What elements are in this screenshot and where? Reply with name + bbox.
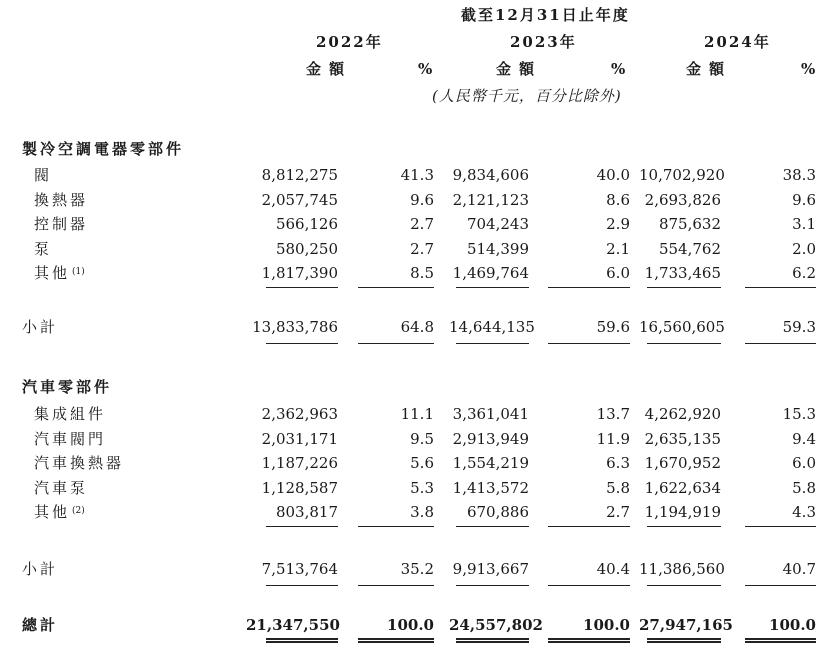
table-row-amount-2023: 2,121,123 bbox=[452, 191, 529, 209]
footnote-marker: (1) bbox=[72, 267, 85, 277]
subtotal-row-percent-2023: 40.4 bbox=[596, 560, 630, 578]
table-row-percent-2022: 41.3 bbox=[400, 166, 434, 184]
table-row-percent-2024: 2.0 bbox=[792, 240, 816, 258]
year-2022-header: 2022年 bbox=[316, 33, 383, 51]
table-row-percent-2023: 6.0 bbox=[606, 264, 630, 282]
table-row-percent-2023: 11.9 bbox=[596, 430, 630, 448]
underline bbox=[358, 343, 434, 344]
table-row-percent-2022: 2.7 bbox=[410, 215, 434, 233]
table-row-amount-2024: 1,194,919 bbox=[644, 503, 721, 521]
table-row-amount-2024: 2,693,826 bbox=[644, 191, 721, 209]
row-label: 汽車閥門 bbox=[34, 430, 107, 448]
table-row-amount-2023: 1,469,764 bbox=[452, 264, 529, 282]
table-row-amount-2024: 4,262,920 bbox=[644, 405, 721, 423]
underline bbox=[647, 526, 721, 527]
total-row-percent-2024: 100.0 bbox=[769, 616, 816, 634]
subtotal-row-percent-2024: 40.7 bbox=[782, 560, 816, 578]
table-row-percent-2024: 3.1 bbox=[792, 215, 816, 233]
total-row-percent-2022: 100.0 bbox=[387, 616, 434, 634]
table-row-amount-2023: 1,413,572 bbox=[452, 479, 529, 497]
underline bbox=[647, 585, 721, 586]
subtotal-row-percent-2024: 59.3 bbox=[782, 318, 816, 336]
table-row-amount-2023: 514,399 bbox=[466, 240, 529, 258]
underline bbox=[745, 343, 816, 344]
underline bbox=[266, 287, 338, 288]
underline bbox=[548, 287, 630, 288]
table-row-percent-2022: 3.8 bbox=[410, 503, 434, 521]
underline bbox=[548, 343, 630, 344]
unit-note: (人民幣千元，百分比除外) bbox=[432, 87, 622, 105]
table-row-amount-2024: 1,733,465 bbox=[644, 264, 721, 282]
table-row-amount-2022: 1,128,587 bbox=[261, 479, 338, 497]
table-row-amount-2022: 1,187,226 bbox=[261, 454, 338, 472]
row-label: 汽車泵 bbox=[34, 479, 89, 497]
subtotal-row-amount-2022: 7,513,764 bbox=[261, 560, 338, 578]
row-label: 閥 bbox=[34, 166, 53, 184]
total-label: 總計 bbox=[22, 616, 59, 634]
underline bbox=[266, 585, 338, 586]
table-row-percent-2023: 2.7 bbox=[606, 503, 630, 521]
year-2023-header: 2023年 bbox=[510, 33, 577, 51]
table-row-percent-2022: 11.1 bbox=[400, 405, 434, 423]
underline bbox=[266, 526, 338, 527]
percent-header-2023: % bbox=[611, 60, 628, 78]
subtotal-row-amount-2023: 14,644,135 bbox=[449, 318, 535, 336]
underline bbox=[548, 585, 630, 586]
table-row-amount-2022: 566,126 bbox=[275, 215, 338, 233]
table-row-amount-2022: 2,057,745 bbox=[261, 191, 338, 209]
underline bbox=[647, 343, 721, 344]
double-underline bbox=[456, 638, 529, 643]
amount-header-2023: 金額 bbox=[496, 60, 543, 78]
table-row-amount-2022: 2,031,171 bbox=[261, 430, 338, 448]
table-row-percent-2022: 9.6 bbox=[410, 191, 434, 209]
row-label: 其他 $^{(1)}$ bbox=[34, 264, 85, 282]
total-row-amount-2023: 24,557,802 bbox=[449, 616, 543, 634]
underline bbox=[548, 526, 630, 527]
subtotal-row-amount-2022: 13,833,786 bbox=[252, 318, 338, 336]
underline bbox=[456, 526, 529, 527]
table-row-amount-2022: 8,812,275 bbox=[261, 166, 338, 184]
underline bbox=[358, 585, 434, 586]
table-row-percent-2024: 5.8 bbox=[792, 479, 816, 497]
table-row-amount-2024: 10,702,920 bbox=[639, 166, 725, 184]
subtotal-row-percent-2022: 64.8 bbox=[400, 318, 434, 336]
table-row-amount-2023: 9,834,606 bbox=[452, 166, 529, 184]
underline bbox=[745, 585, 816, 586]
section-title: 汽車零部件 bbox=[22, 378, 113, 396]
underline bbox=[358, 526, 434, 527]
table-row-percent-2023: 2.9 bbox=[606, 215, 630, 233]
table-row-percent-2024: 4.3 bbox=[792, 503, 816, 521]
table-row-percent-2023: 6.3 bbox=[606, 454, 630, 472]
table-row-amount-2023: 670,886 bbox=[466, 503, 529, 521]
table-row-percent-2023: 2.1 bbox=[606, 240, 630, 258]
table-row-percent-2022: 8.5 bbox=[410, 264, 434, 282]
underline bbox=[745, 526, 816, 527]
table-row-amount-2024: 1,622,634 bbox=[644, 479, 721, 497]
total-row-amount-2022: 21,347,550 bbox=[246, 616, 340, 634]
total-row-percent-2023: 100.0 bbox=[583, 616, 630, 634]
table-row-amount-2024: 2,635,135 bbox=[644, 430, 721, 448]
row-label: 汽車換熱器 bbox=[34, 454, 125, 472]
amount-header-2022: 金額 bbox=[306, 60, 353, 78]
row-label: 其他 $^{(2)}$ bbox=[34, 503, 85, 521]
table-row-percent-2024: 38.3 bbox=[782, 166, 816, 184]
table-row-amount-2023: 704,243 bbox=[466, 215, 529, 233]
table-row-amount-2023: 1,554,219 bbox=[452, 454, 529, 472]
table-row-amount-2024: 1,670,952 bbox=[644, 454, 721, 472]
table-row-percent-2022: 2.7 bbox=[410, 240, 434, 258]
percent-header-2022: % bbox=[418, 60, 435, 78]
table-row-percent-2024: 9.6 bbox=[792, 191, 816, 209]
subtotal-row-amount-2023: 9,913,667 bbox=[452, 560, 529, 578]
percent-header-2024: % bbox=[801, 60, 818, 78]
table-row-percent-2023: 13.7 bbox=[596, 405, 630, 423]
subtotal-label: 小計 bbox=[22, 560, 59, 578]
table-row-amount-2024: 875,632 bbox=[658, 215, 721, 233]
table-row-percent-2024: 15.3 bbox=[782, 405, 816, 423]
table-row-percent-2022: 9.5 bbox=[410, 430, 434, 448]
subtotal-label: 小計 bbox=[22, 318, 59, 336]
underline bbox=[647, 287, 721, 288]
subtotal-row-percent-2023: 59.6 bbox=[596, 318, 630, 336]
underline bbox=[358, 287, 434, 288]
table-row-amount-2022: 2,362,963 bbox=[261, 405, 338, 423]
table-row-amount-2022: 1,817,390 bbox=[261, 264, 338, 282]
double-underline bbox=[647, 638, 721, 643]
table-row-amount-2022: 580,250 bbox=[275, 240, 338, 258]
underline bbox=[456, 343, 529, 344]
table-row-percent-2022: 5.3 bbox=[410, 479, 434, 497]
row-label: 泵 bbox=[34, 240, 53, 258]
table-row-percent-2024: 9.4 bbox=[792, 430, 816, 448]
double-underline bbox=[358, 638, 434, 643]
double-underline bbox=[266, 638, 338, 643]
underline bbox=[456, 287, 529, 288]
table-row-amount-2023: 2,913,949 bbox=[452, 430, 529, 448]
table-row-percent-2024: 6.0 bbox=[792, 454, 816, 472]
double-underline bbox=[548, 638, 630, 643]
table-row-percent-2022: 5.6 bbox=[410, 454, 434, 472]
row-label: 換熱器 bbox=[34, 191, 89, 209]
footnote-marker: (2) bbox=[72, 506, 85, 516]
subtotal-row-amount-2024: 16,560,605 bbox=[639, 318, 725, 336]
underline bbox=[266, 343, 338, 344]
subtotal-row-percent-2022: 35.2 bbox=[400, 560, 434, 578]
underline bbox=[456, 585, 529, 586]
amount-header-2024: 金額 bbox=[686, 60, 733, 78]
table-row-amount-2023: 3,361,041 bbox=[452, 405, 529, 423]
total-row-amount-2024: 27,947,165 bbox=[639, 616, 733, 634]
period-header: 截至12月31日止年度 bbox=[461, 6, 630, 24]
section-title: 製冷空調電器零部件 bbox=[22, 140, 185, 158]
subtotal-row-amount-2024: 11,386,560 bbox=[639, 560, 725, 578]
underline bbox=[745, 287, 816, 288]
table-row-percent-2023: 5.8 bbox=[606, 479, 630, 497]
double-underline bbox=[745, 638, 816, 643]
row-label: 控制器 bbox=[34, 215, 89, 233]
table-row-percent-2024: 6.2 bbox=[792, 264, 816, 282]
table-row-percent-2023: 40.0 bbox=[596, 166, 630, 184]
year-2024-header: 2024年 bbox=[704, 33, 771, 51]
row-label: 集成組件 bbox=[34, 405, 107, 423]
table-row-amount-2022: 803,817 bbox=[275, 503, 338, 521]
table-row-amount-2024: 554,762 bbox=[658, 240, 721, 258]
table-row-percent-2023: 8.6 bbox=[606, 191, 630, 209]
